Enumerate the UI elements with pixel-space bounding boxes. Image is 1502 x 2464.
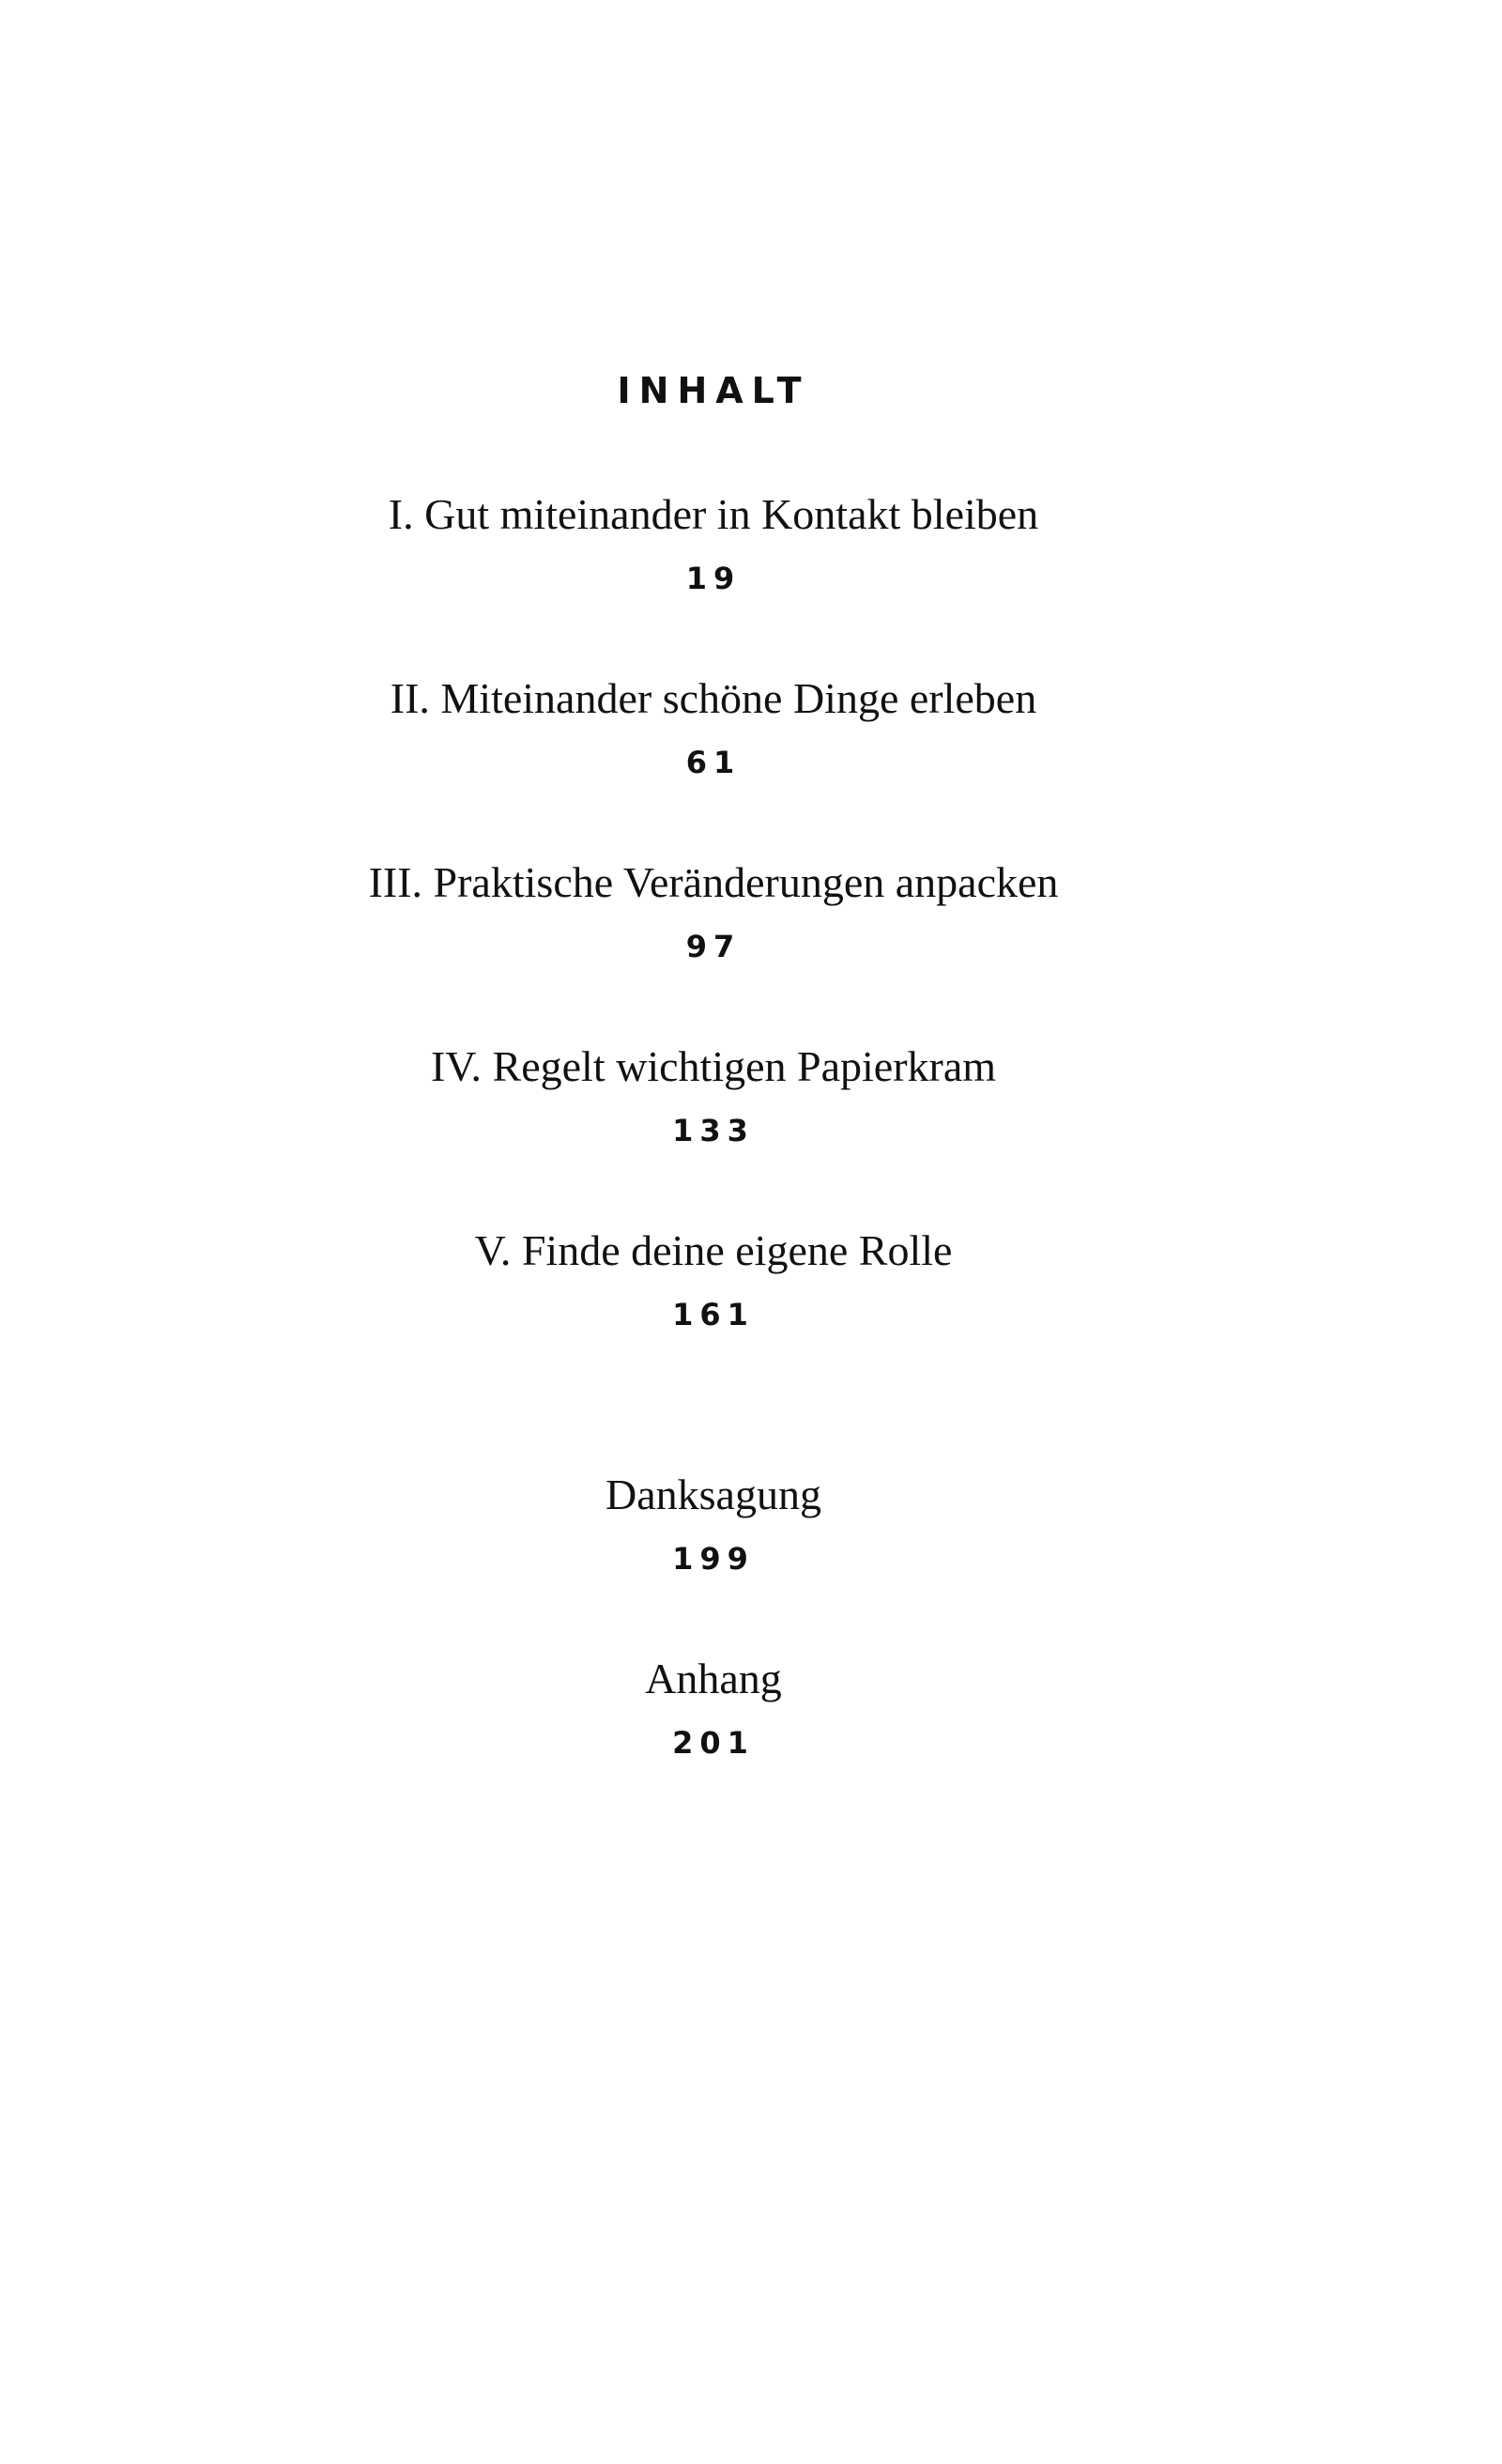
toc-entry-title[interactable]: II. Miteinander schöne Dinge erleben [390, 674, 1037, 722]
toc-entry-title[interactable]: V. Finde deine eigene Rolle [474, 1226, 953, 1274]
toc-appendix-page: 201 [672, 1725, 755, 1761]
toc-entry-title[interactable]: IV. Regelt wichtigen Papierkram [430, 1042, 997, 1090]
toc-entry-title[interactable]: I. Gut miteinander in Kontakt bleiben [388, 490, 1039, 538]
toc-appendix-title[interactable]: Anhang [645, 1655, 782, 1702]
toc-heading: INHALT [617, 370, 810, 411]
toc-appendix-title[interactable]: Danksagung [605, 1471, 821, 1518]
toc-entry-page: 133 [672, 1113, 755, 1148]
toc-entry-page: 161 [672, 1297, 755, 1332]
toc-appendix-page: 199 [672, 1541, 755, 1577]
toc-entry-title[interactable]: III. Praktische Veränderungen anpacken [368, 858, 1059, 906]
toc-entry-page: 19 [685, 561, 742, 596]
toc-entry-page: 61 [685, 745, 742, 780]
toc-entry-page: 97 [685, 929, 742, 964]
